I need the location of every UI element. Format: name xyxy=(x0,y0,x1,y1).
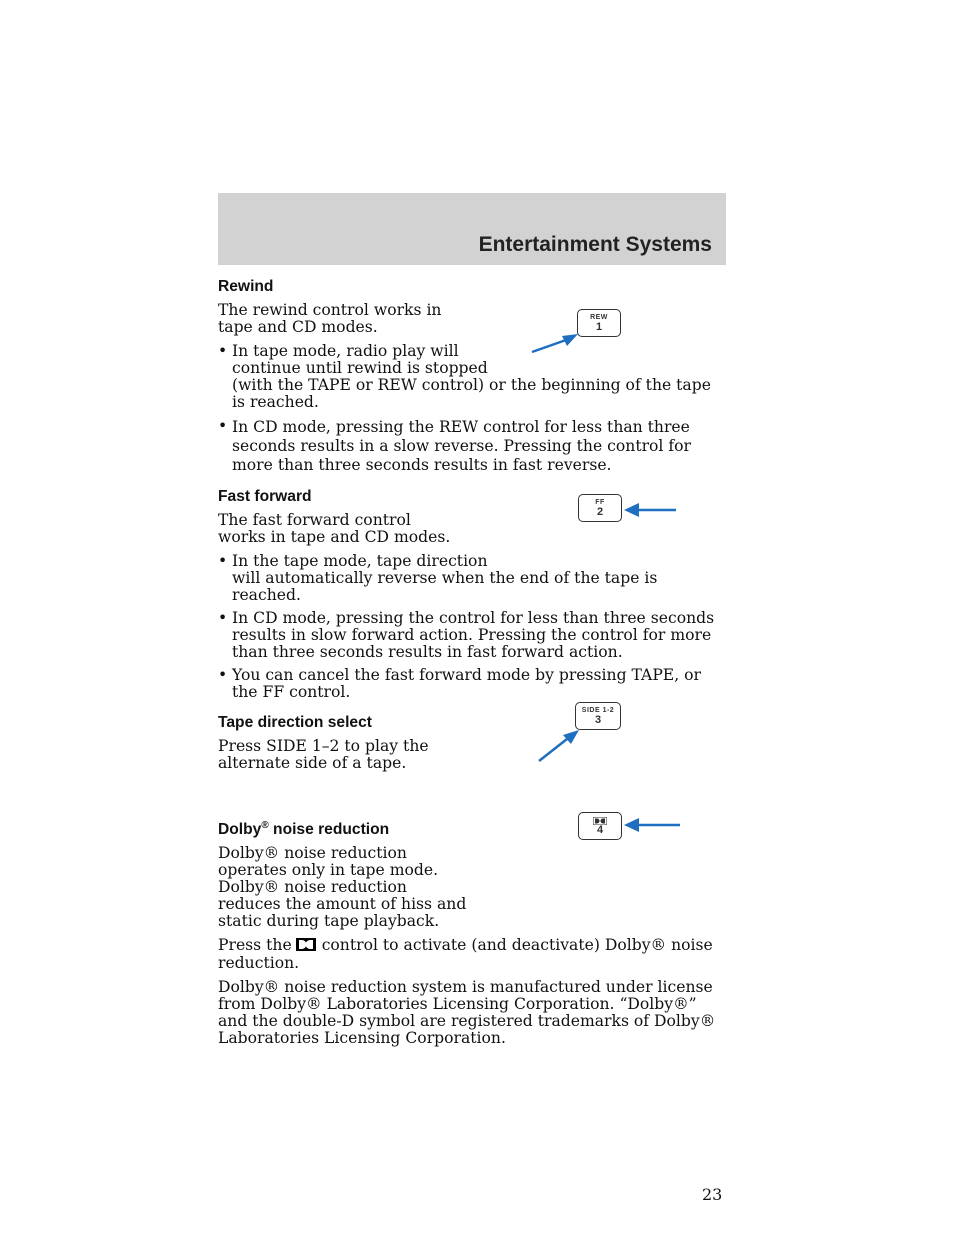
fast-forward-bullet-tape-line1: In the tape mode, tape direction xyxy=(232,552,488,570)
tape-direction-heading: Tape direction select xyxy=(218,714,372,731)
dolby-intro: Dolby® noise reduction operates only in tape mode. Dolby® noise reduction reduces the amount of hiss and static during tape playback. xyxy=(218,844,467,931)
rewind-bullet-tape-line1: In tape mode, radio play will xyxy=(232,342,459,360)
rewind-bullet-tape-line3: (with the TAPE or REW control) or the beginning of the tape is reached. xyxy=(232,376,711,411)
dolby-heading-b: noise reduction xyxy=(273,821,390,839)
rewind-bullet-tape xyxy=(218,343,728,377)
rewind-bullet-cd xyxy=(218,418,728,475)
bullet-dot: • xyxy=(218,342,228,360)
arrow-icon xyxy=(624,500,684,520)
dolby-heading-a: Dolby xyxy=(218,821,262,839)
fast-forward-bullet-cancel-text: You can cancel the fast forward mode by pressing TAPE, or the FF control. xyxy=(232,666,701,701)
fast-forward-bullet-tape-line2: will automatically reverse when the end of the tape is reached. xyxy=(232,569,658,604)
ff-control-label: FF xyxy=(595,499,605,506)
side-control-button xyxy=(575,702,621,730)
side-control-number: 3 xyxy=(594,714,602,726)
page-number: 23 xyxy=(702,1185,723,1204)
section-header xyxy=(218,193,726,265)
rewind-intro: The rewind control works in tape and CD modes. xyxy=(218,301,442,336)
side-control-label: SIDE 1-2 xyxy=(581,707,615,714)
registered-mark: ® xyxy=(261,820,269,831)
section-title: Entertainment Systems xyxy=(478,233,712,256)
arrow-icon xyxy=(537,729,587,763)
dolby-control-button xyxy=(578,812,622,840)
page-content xyxy=(218,278,728,1047)
fast-forward-bullet-tape xyxy=(218,553,728,604)
bullet-dot: • xyxy=(218,666,228,684)
bullet-dot: • xyxy=(218,552,228,570)
bullet-dot: • xyxy=(218,609,228,627)
fast-forward-bullet-cd xyxy=(218,610,728,661)
dolby-control-number: 4 xyxy=(596,824,604,836)
ff-control-number: 2 xyxy=(596,506,604,518)
ff-control-button xyxy=(578,494,622,522)
dolby-press-a: Press the xyxy=(218,936,292,955)
rewind-bullet-tape-line2: continue until rewind is stopped xyxy=(232,359,488,377)
dolby-license-text: Dolby® noise reduction system is manufactured under license from Dolby® Laboratories Licensing Corporation. “Dolby®” and the double-D symbol are registered trademarks of Dolby® Laboratories Licensing Corporation. xyxy=(218,978,716,1048)
dolby-press-b: control to activate (and deactivate) Dolby® noise reduction. xyxy=(218,936,713,973)
fast-forward-heading: Fast forward xyxy=(218,488,312,505)
arrow-icon xyxy=(624,815,684,835)
dolby-press-instruction xyxy=(218,937,728,972)
tape-direction-intro: Press SIDE 1–2 to play the alternate side of a tape. xyxy=(218,737,429,772)
fast-forward-bullet-cancel xyxy=(218,667,728,701)
dolby-double-d-icon xyxy=(296,938,316,955)
fast-forward-bullet-cd-text: In CD mode, pressing the control for less than three seconds results in slow forward action. Pressing the control for more than three seconds results in fast forward action. xyxy=(232,609,715,661)
rewind-heading: Rewind xyxy=(218,278,274,295)
rewind-bullet-tape-cont xyxy=(204,377,728,411)
rew-control-label: REW xyxy=(590,314,608,321)
arrow-icon xyxy=(530,328,590,358)
rew-control-number: 1 xyxy=(595,321,603,333)
fast-forward-intro: The fast forward control works in tape and CD modes. xyxy=(218,511,451,546)
bullet-dot: • xyxy=(218,417,228,435)
rewind-bullet-cd-text: In CD mode, pressing the REW control for less than three seconds results in a slow reverse. Pressing the control for more than three seconds results in fast reverse. xyxy=(232,418,691,474)
